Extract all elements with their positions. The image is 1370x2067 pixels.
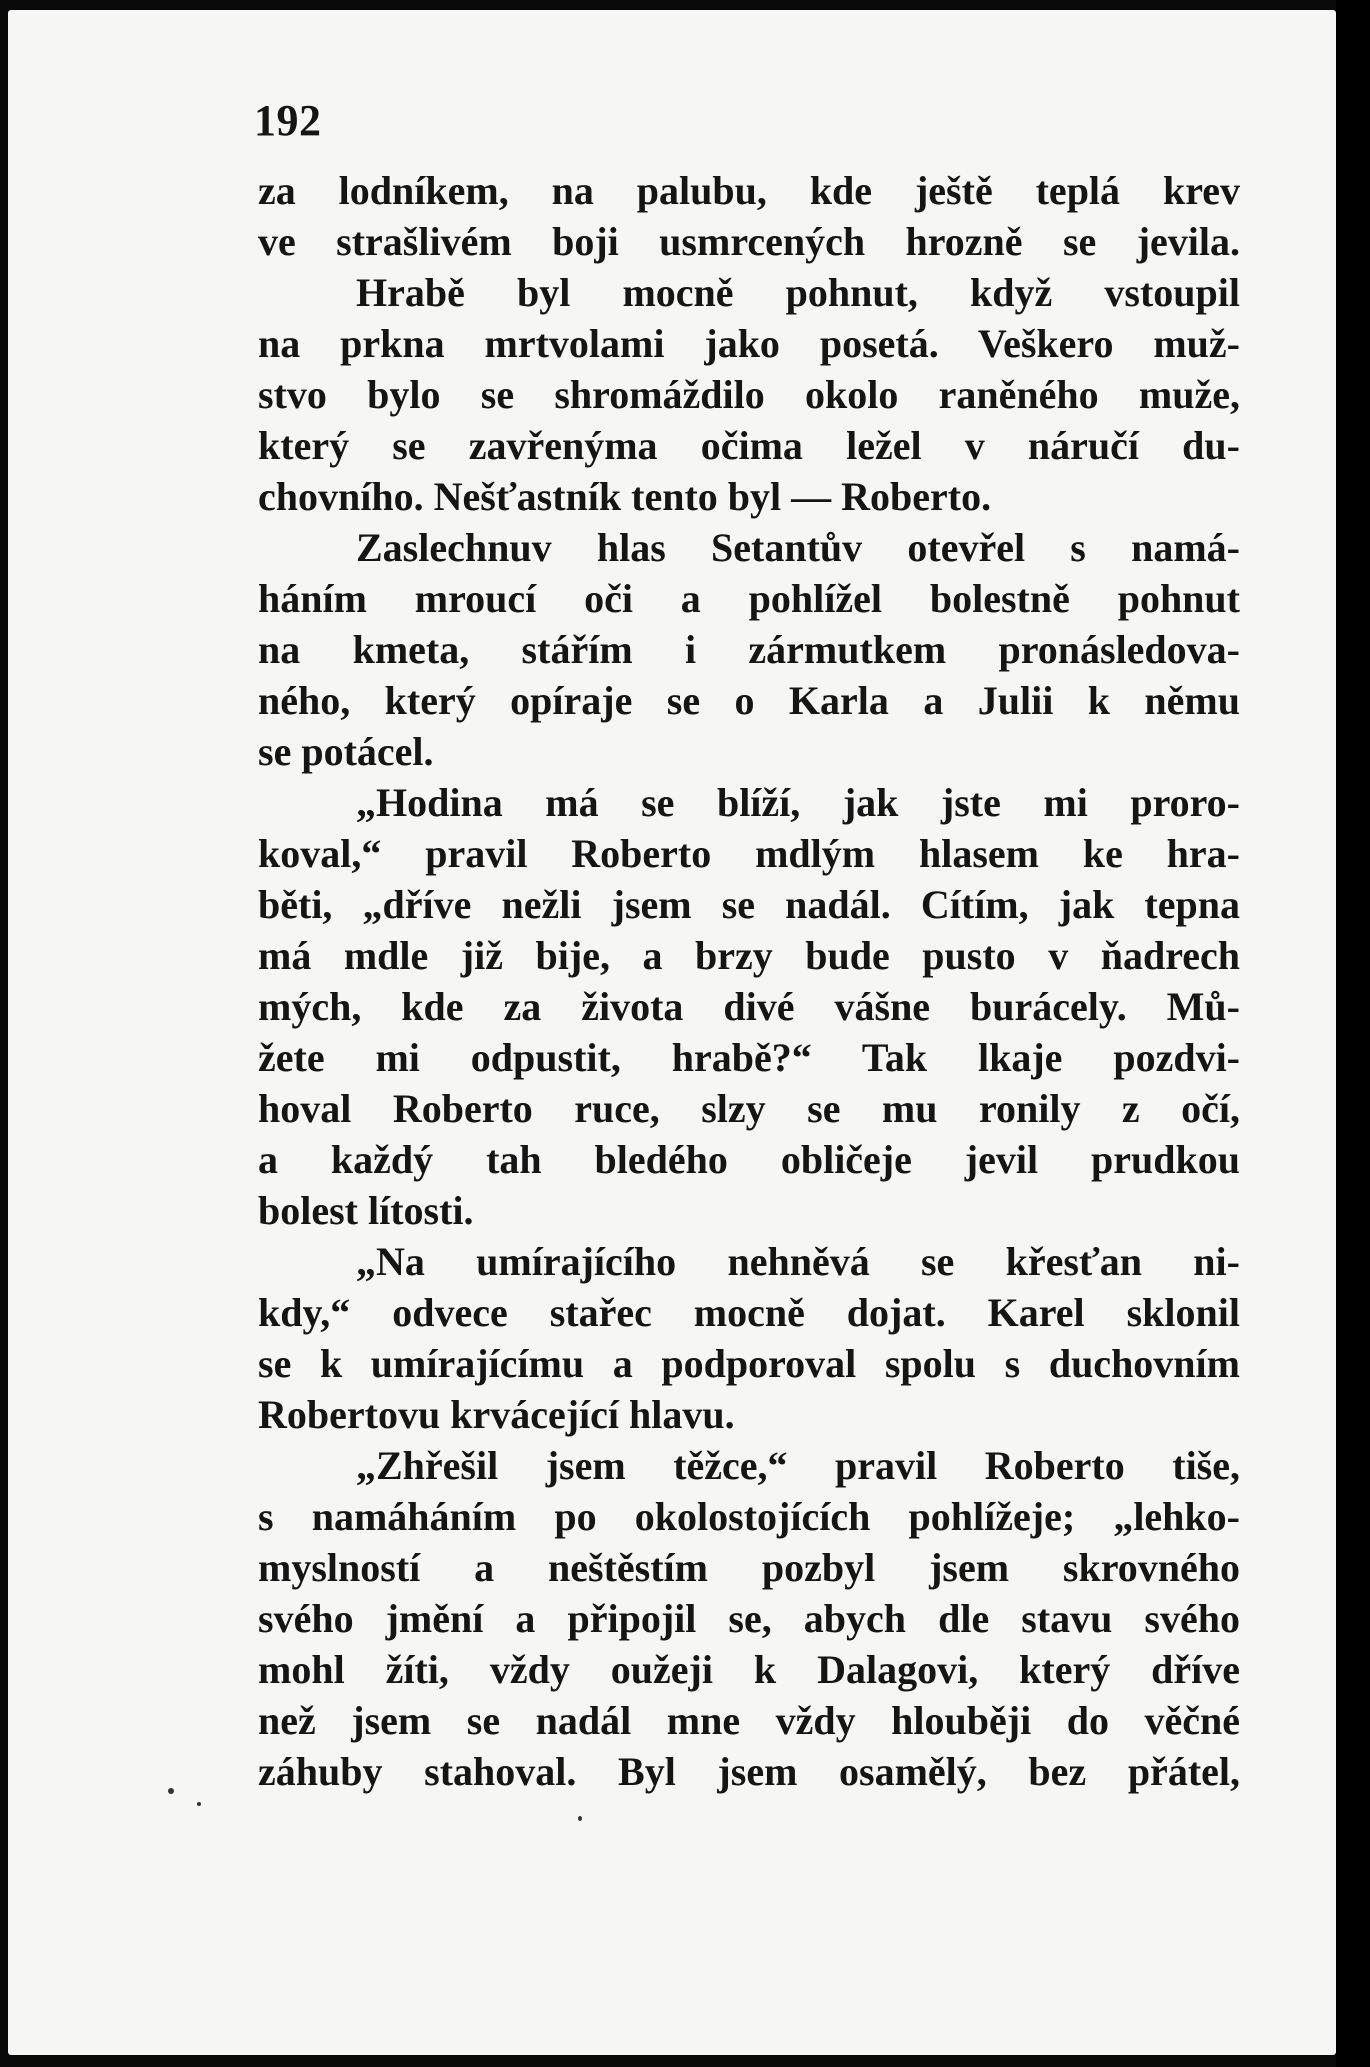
text-line: který se zavřenýma očima ležel v náručí du-: [258, 423, 1240, 468]
text-line: než jsem se nadál mne vždy hlouběji do věčné: [258, 1698, 1240, 1743]
text-line: svého jmění a připojil se, abych dle stavu svého: [258, 1596, 1240, 1641]
text-line: na kmeta, stářím i zármutkem pronásledova-: [258, 627, 1240, 672]
text-line: s namáháním po okolostojících pohlížeje; „lehko-: [258, 1494, 1240, 1539]
text-line: záhuby stahoval. Byl jsem osamělý, bez přátel,: [258, 1749, 1240, 1794]
text-line: hoval Roberto ruce, slzy se mu ronily z očí,: [258, 1086, 1240, 1131]
page-edge-shadow: [1336, 0, 1370, 2067]
text-line: mých, kde za života divé vášne burácely. Mů-: [258, 984, 1240, 1029]
text-line: má mdle již bije, a brzy bude pusto v ňadrech: [258, 933, 1240, 978]
text-line: „Na umírajícího nehněvá se křesťan ni-: [356, 1239, 1240, 1284]
print-speck: [578, 1816, 582, 1821]
text-line: Robertovu krvácející hlavu.: [258, 1392, 735, 1437]
text-line: háním mroucí oči a pohlížel bolestně pohnut: [258, 576, 1240, 621]
text-line: myslností a neštěstím pozbyl jsem skrovného: [258, 1545, 1240, 1590]
body-text: [258, 165, 1240, 1797]
print-speck: [197, 1802, 201, 1806]
text-line: bolest lítosti.: [258, 1188, 474, 1233]
text-line: ného, který opíraje se o Karla a Julii k němu: [258, 678, 1240, 723]
text-line: žete mi odpustit, hrabě?“ Tak lkaje pozdvi-: [258, 1035, 1240, 1080]
text-line: ve strašlivém boji usmrcených hrozně se jevila.: [258, 219, 1240, 264]
text-line: se potácel.: [258, 729, 434, 774]
text-line: „Hodina má se blíží, jak jste mi proro-: [356, 780, 1240, 825]
text-line: Hrabě byl mocně pohnut, když vstoupil: [356, 270, 1240, 315]
text-line: chovního. Nešťastník tento byl — Roberto.: [258, 474, 992, 519]
text-line: „Zhřešil jsem těžce,“ pravil Roberto tiše,: [356, 1443, 1240, 1488]
text-line: koval,“ pravil Roberto mdlým hlasem ke hra-: [258, 831, 1240, 876]
text-line: Zaslechnuv hlas Setantův otevřel s namá-: [356, 525, 1240, 570]
print-speck: [168, 1788, 174, 1794]
text-line: mohl žíti, vždy oužeji k Dalagovi, který dříve: [258, 1647, 1240, 1692]
text-line: a každý tah bledého obličeje jevil prudkou: [258, 1137, 1240, 1182]
page-number: 192: [254, 96, 322, 145]
text-line: se k umírajícímu a podporoval spolu s duchovním: [258, 1341, 1240, 1386]
text-line: na prkna mrtvolami jako posetá. Veškero muž-: [258, 321, 1240, 366]
text-line: za lodníkem, na palubu, kde ještě teplá krev: [258, 168, 1240, 213]
text-line: běti, „dříve nežli jsem se nadál. Cítím, jak tepna: [258, 882, 1240, 927]
text-line: kdy,“ odvece stařec mocně dojat. Karel sklonil: [258, 1290, 1240, 1335]
text-line: stvo bylo se shromáždilo okolo raněného muže,: [258, 372, 1240, 417]
